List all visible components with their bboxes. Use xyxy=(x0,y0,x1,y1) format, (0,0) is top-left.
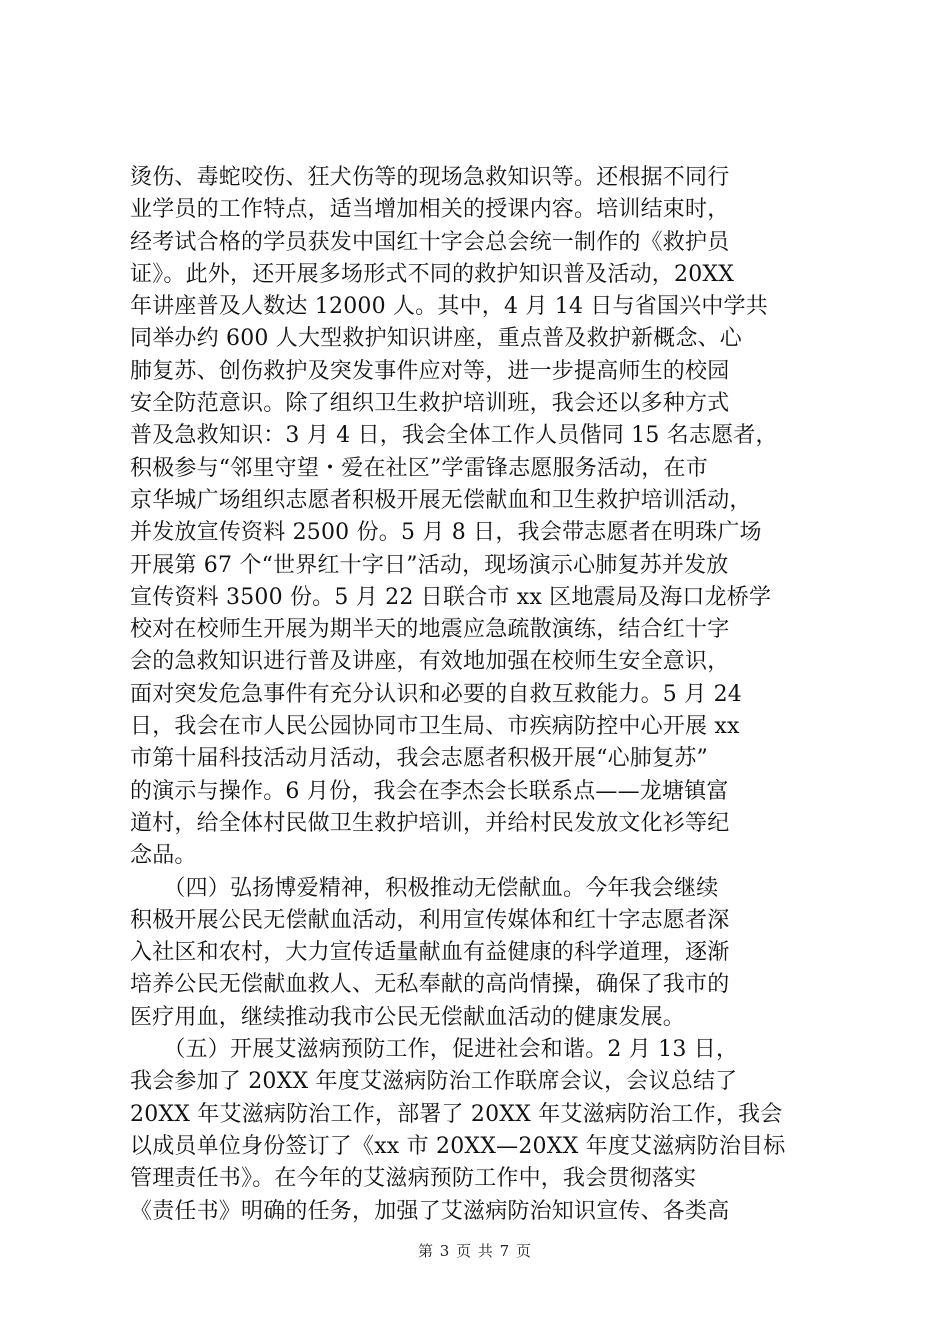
text-line: 安全防范意识。除了组织卫生救护培训班，我会还以多种方式 xyxy=(130,391,730,417)
text-line: 面对突发危急事件有充分认识和必要的自救互救能力。5 月 24 xyxy=(130,681,742,707)
text-line: 开展第 67 个“世界红十字日”活动，现场演示心肺复苏并发放 xyxy=(130,552,729,578)
text-line: 我会参加了 20XX 年度艾滋病防治工作联席会议，会议总结了 xyxy=(130,1069,738,1095)
text-line: 以成员单位身份签订了《xx 市 20XX—20XX 年度艾滋病防治目标 xyxy=(130,1133,786,1159)
body-text xyxy=(130,162,830,1228)
text-line: 肺复苏、创伤救护及突发事件应对等，进一步提高师生的校园 xyxy=(130,358,730,384)
text-line: 培养公民无偿献血救人、无私奉献的高尚情操，确保了我市的 xyxy=(130,972,730,998)
page-number-footer: 第 3 页 共 7 页 xyxy=(418,1242,532,1260)
text-line: 同举办约 600 人大型救护知识讲座，重点普及救护新概念、心 xyxy=(130,326,742,352)
text-line: 业学员的工作特点，适当增加相关的授课内容。培训结束时， xyxy=(130,197,730,223)
text-line: 普及急救知识：3 月 4 日，我会全体工作人员偕同 15 名志愿者， xyxy=(130,423,778,449)
text-line: 20XX 年艾滋病防治工作，部署了 20XX 年艾滋病防治工作，我会 xyxy=(130,1101,783,1127)
text-line: 道村，给全体村民做卫生救护培训，并给村民发放文化衫等纪 xyxy=(130,810,730,836)
text-line: 念品。 xyxy=(130,843,197,869)
text-line: 入社区和农村，大力宣传适量献血有益健康的科学道理，逐渐 xyxy=(130,940,730,966)
text-line: 校对在校师生开展为期半天的地震应急疏散演练，结合红十字 xyxy=(130,617,730,643)
text-line: 年讲座普及人数达 12000 人。其中，4 月 14 日与省国兴中学共 xyxy=(130,294,768,320)
text-line: 《责任书》明确的任务，加强了艾滋病防治知识宣传、各类高 xyxy=(130,1198,730,1224)
text-line: 的演示与操作。6 月份，我会在李杰会长联系点——龙塘镇富 xyxy=(130,778,729,804)
text-line: 经考试合格的学员获发中国红十字会总会统一制作的《救护员 xyxy=(130,229,730,255)
text-line: 医疗用血，继续推动我市公民无偿献血活动的健康发展。 xyxy=(130,1004,686,1030)
section-heading-line: （四）弘扬博爱精神，积极推动无偿献血。今年我会继续 xyxy=(130,875,719,901)
text-line: 管理责任书》。在今年的艾滋病预防工作中，我会贯彻落实 xyxy=(130,1166,697,1192)
text-line: 烫伤、毒蛇咬伤、狂犬伤等的现场急救知识等。还根据不同行 xyxy=(130,165,730,190)
text-line: 日，我会在市人民公园协同市卫生局、市疾病防控中心开展 xx xyxy=(130,714,740,740)
text-line: 积极参与“邻里守望・爱在社区”学雷锋志愿服务活动，在市 xyxy=(130,455,708,481)
text-line: 积极开展公民无偿献血活动，利用宣传媒体和红十字志愿者深 xyxy=(130,907,730,933)
text-line: 并发放宣传资料 2500 份。5 月 8 日，我会带志愿者在明珠广场 xyxy=(130,520,762,546)
text-line: 证》。此外，还开展多场形式不同的救护知识普及活动，20XX xyxy=(130,261,735,287)
text-line: 京华城广场组织志愿者积极开展无偿献血和卫生救护培训活动， xyxy=(130,487,752,513)
text-line: 市第十届科技活动月活动，我会志愿者积极开展“心肺复苏” xyxy=(130,746,708,772)
section-heading-line: （五）开展艾滋病预防工作，促进社会和谐。2 月 13 日， xyxy=(130,1037,739,1063)
text-line: 会的急救知识进行普及讲座，有效地加强在校师生安全意识， xyxy=(130,649,730,675)
text-line: 宣传资料 3500 份。5 月 22 日联合市 xx 区地震局及海口龙桥学 xyxy=(130,584,772,610)
